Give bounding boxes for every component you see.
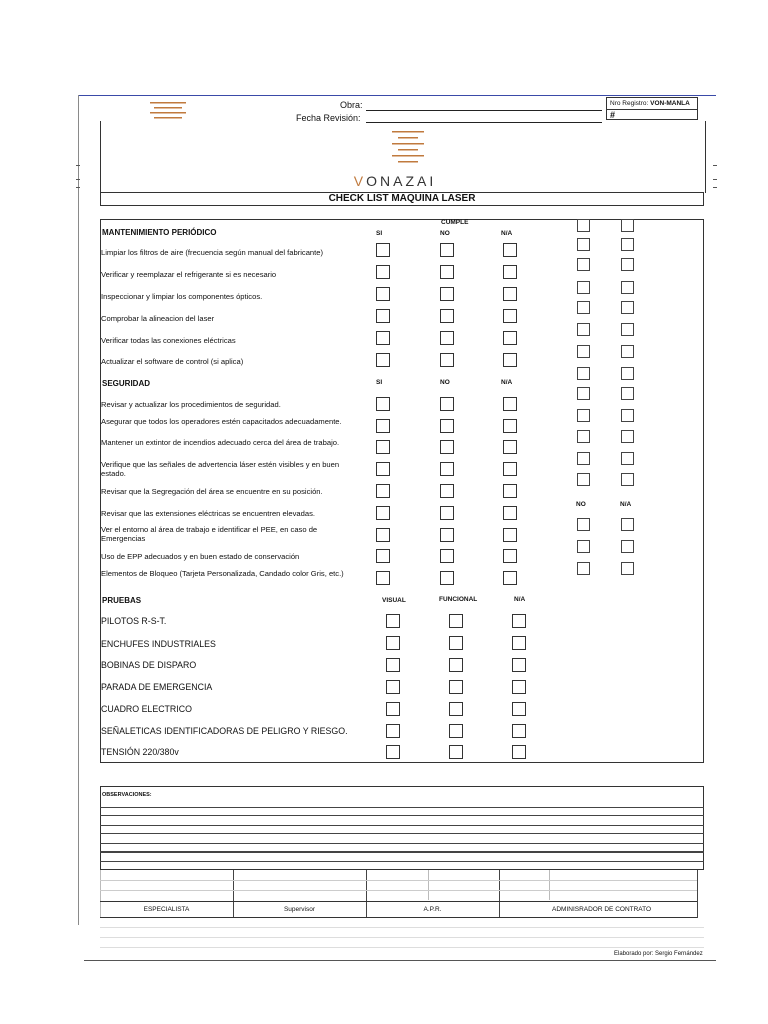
checkbox-si[interactable] — [376, 265, 390, 279]
checkbox-visual[interactable] — [386, 614, 400, 628]
checkbox-si[interactable] — [376, 419, 390, 433]
list-item: PARADA DE EMERGENCIA — [101, 682, 213, 692]
signature-divider — [428, 870, 429, 900]
list-item: Elementos de Bloqueo (Tarjeta Personalizada, Candado color Gris, etc.) — [101, 569, 344, 578]
checkbox-no[interactable] — [440, 571, 454, 585]
signature-especialista: ESPECIALISTA — [143, 906, 190, 913]
list-item: CUADRO ELECTRICO — [101, 704, 192, 714]
side-checkbox-na[interactable] — [621, 367, 634, 380]
list-item: BOBINAS DE DISPARO — [101, 660, 197, 670]
checkbox-na[interactable] — [503, 353, 517, 367]
margin-tick — [76, 187, 80, 188]
checkbox-no[interactable] — [440, 397, 454, 411]
margin-tick — [713, 165, 717, 166]
checkbox-funcional[interactable] — [449, 745, 463, 759]
checkbox-na[interactable] — [503, 484, 517, 498]
observaciones-line — [100, 843, 704, 844]
checkbox-no[interactable] — [440, 265, 454, 279]
registro-value: VON-MANLA — [650, 100, 690, 107]
checkbox-funcional[interactable] — [449, 614, 463, 628]
signature-grid-line — [100, 937, 704, 938]
checkbox-no[interactable] — [440, 419, 454, 433]
observaciones-box[interactable] — [100, 786, 704, 870]
checkbox-na[interactable] — [512, 724, 526, 738]
col-funcional: FUNCIONAL — [439, 596, 478, 603]
checkbox-na[interactable] — [503, 440, 517, 454]
list-item: Inspeccionar y limpiar los componentes ópticos. — [101, 292, 263, 301]
list-item: Verificar todas las conexiones eléctricas — [101, 336, 236, 345]
checkbox-no[interactable] — [440, 243, 454, 257]
signature-supervisor: Supervisor — [283, 906, 316, 913]
list-item: Asegurar que todos los operadores estén capacitados adecuadamente. — [101, 417, 342, 426]
signature-grid-line — [100, 890, 697, 891]
checkbox-na[interactable] — [503, 571, 517, 585]
checkbox-si[interactable] — [376, 528, 390, 542]
checkbox-si[interactable] — [376, 331, 390, 345]
checkbox-no[interactable] — [440, 549, 454, 563]
checkbox-no[interactable] — [440, 528, 454, 542]
checkbox-si[interactable] — [376, 397, 390, 411]
checkbox-no[interactable] — [440, 440, 454, 454]
list-item: TENSIÓN 220/380v — [101, 747, 179, 757]
side-checkbox-na[interactable] — [621, 387, 634, 400]
checkbox-na[interactable] — [503, 506, 517, 520]
side-checkbox-na[interactable] — [621, 430, 634, 443]
observaciones-line — [100, 851, 704, 853]
checkbox-na[interactable] — [512, 680, 526, 694]
brand-logo-icon — [388, 129, 428, 169]
checkbox-funcional[interactable] — [449, 658, 463, 672]
elaborado-por: Elaborado por: Sergio Fernández — [614, 951, 703, 957]
margin-tick — [76, 165, 80, 166]
list-item: SEÑALETICAS IDENTIFICADORAS DE PELIGRO Y RIESGO. — [101, 726, 348, 736]
list-item: Ver el entorno al área de trabajo e identificar el PEE, en caso de Emergencias — [101, 525, 318, 543]
checkbox-na[interactable] — [512, 614, 526, 628]
list-item: Limpiar los filtros de aire (frecuencia según manual del fabricante) — [101, 248, 324, 257]
checkbox-na[interactable] — [503, 243, 517, 257]
list-item: Mantener un extintor de incendios adecuado cerca del área de trabajo. — [101, 438, 340, 447]
checkbox-si[interactable] — [376, 243, 390, 257]
side-checkbox-no[interactable] — [577, 345, 590, 358]
list-item: Revisar y actualizar los procedimientos de seguridad. — [101, 400, 281, 409]
list-item: Comprobar la alineacion del laser — [101, 314, 215, 323]
checkbox-funcional[interactable] — [449, 702, 463, 716]
checkbox-na[interactable] — [503, 309, 517, 323]
checkbox-no[interactable] — [440, 506, 454, 520]
observaciones-line — [100, 807, 704, 808]
side-checkbox-no[interactable] — [577, 562, 590, 575]
side-col-na: N/A — [620, 501, 632, 508]
observaciones-label: OBSERVACIONES: — [102, 792, 152, 798]
checkbox-na[interactable] — [503, 549, 517, 563]
side-checkbox-no[interactable] — [577, 301, 590, 314]
checkbox-na[interactable] — [503, 331, 517, 345]
checkbox-na[interactable] — [512, 745, 526, 759]
checkbox-na[interactable] — [503, 397, 517, 411]
checkbox-si[interactable] — [376, 484, 390, 498]
checkbox-visual[interactable] — [386, 680, 400, 694]
side-checkbox-no[interactable] — [577, 387, 590, 400]
checkbox-na[interactable] — [503, 419, 517, 433]
section-title-mantenimiento: MANTENIMIENTO PERIÓDICO — [102, 228, 217, 237]
obra-field-line[interactable] — [366, 110, 602, 111]
list-item: Revisar que las extensiones eléctricas se encuentren elevadas. — [101, 509, 316, 518]
list-item: PILOTOS R-S-T. — [101, 616, 167, 626]
obra-label: Obra: — [340, 100, 363, 110]
fecha-label: Fecha Revisión: — [296, 113, 361, 123]
side-checkbox-na[interactable] — [621, 345, 634, 358]
checkbox-si[interactable] — [376, 353, 390, 367]
side-checkbox-na[interactable] — [621, 219, 634, 232]
registro-label: Nro Registro: — [610, 100, 649, 107]
side-checkbox-no[interactable] — [577, 258, 590, 271]
signature-grid-line — [100, 901, 697, 902]
margin-tick — [713, 179, 717, 180]
list-item: Revisar que la Segregación del área se encuentre en su posición. — [101, 487, 323, 496]
signature-grid-line — [100, 917, 697, 918]
checkbox-funcional[interactable] — [449, 724, 463, 738]
col-si: SI — [376, 379, 383, 386]
list-item: Actualizar el software de control (si aplica) — [101, 357, 244, 366]
signature-grid-line — [100, 947, 704, 948]
side-checkbox-no[interactable] — [577, 452, 590, 465]
side-checkbox-na[interactable] — [621, 540, 634, 553]
side-checkbox-na[interactable] — [621, 473, 634, 486]
checkbox-visual[interactable] — [386, 745, 400, 759]
checkbox-na[interactable] — [503, 462, 517, 476]
checkbox-na[interactable] — [512, 702, 526, 716]
col-no: NO — [440, 230, 450, 237]
checkbox-visual[interactable] — [386, 636, 400, 650]
signature-apr: A.P.R. — [423, 906, 442, 913]
left-frame-rule — [78, 95, 79, 925]
checkbox-no[interactable] — [440, 462, 454, 476]
side-checkbox-no[interactable] — [577, 238, 590, 251]
checkbox-na[interactable] — [512, 658, 526, 672]
side-checkbox-no[interactable] — [577, 473, 590, 486]
observaciones-line — [100, 815, 704, 816]
list-item: Uso de EPP adecuados y en buen estado de conservación — [101, 552, 300, 561]
checkbox-visual[interactable] — [386, 702, 400, 716]
side-checkbox-na[interactable] — [621, 301, 634, 314]
bottom-rule — [84, 960, 716, 961]
col-si: SI — [376, 230, 383, 237]
checkbox-si[interactable] — [376, 309, 390, 323]
side-checkbox-na[interactable] — [621, 452, 634, 465]
side-checkbox-no[interactable] — [577, 409, 590, 422]
checkbox-no[interactable] — [440, 353, 454, 367]
signature-grid-line — [100, 927, 704, 928]
top-rule — [78, 95, 716, 96]
signature-divider — [549, 870, 550, 900]
side-checkbox-na[interactable] — [621, 562, 634, 575]
signature-grid-line — [100, 880, 697, 881]
side-checkbox-na[interactable] — [621, 258, 634, 271]
side-checkbox-no[interactable] — [577, 540, 590, 553]
observaciones-line — [100, 833, 704, 834]
section-title-pruebas: PRUEBAS — [102, 596, 142, 605]
registro-box — [606, 97, 698, 109]
margin-tick — [76, 179, 80, 180]
observaciones-line — [100, 825, 704, 826]
side-checkbox-na[interactable] — [621, 518, 634, 531]
side-checkbox-no[interactable] — [577, 281, 590, 294]
side-checkbox-no[interactable] — [577, 219, 590, 232]
checkbox-si[interactable] — [376, 506, 390, 520]
registro-hash: # — [606, 109, 698, 120]
margin-tick — [713, 187, 717, 188]
side-checkbox-no[interactable] — [577, 430, 590, 443]
signature-divider — [697, 870, 698, 918]
col-na: N/A — [501, 230, 513, 237]
section-title-seguridad: SEGURIDAD — [102, 379, 151, 388]
checkbox-visual[interactable] — [386, 724, 400, 738]
side-checkbox-no[interactable] — [577, 367, 590, 380]
checkbox-no[interactable] — [440, 484, 454, 498]
side-checkbox-na[interactable] — [621, 238, 634, 251]
col-no: NO — [440, 379, 450, 386]
side-checkbox-no[interactable] — [577, 323, 590, 336]
side-checkbox-na[interactable] — [621, 323, 634, 336]
side-checkbox-no[interactable] — [577, 518, 590, 531]
checkbox-si[interactable] — [376, 287, 390, 301]
side-checkbox-na[interactable] — [621, 409, 634, 422]
side-col-no: NO — [576, 501, 586, 508]
checkbox-na[interactable] — [503, 287, 517, 301]
checkbox-no[interactable] — [440, 287, 454, 301]
observaciones-line — [100, 861, 704, 862]
checkbox-no[interactable] — [440, 331, 454, 345]
col-na: N/A — [514, 596, 526, 603]
checkbox-visual[interactable] — [386, 658, 400, 672]
list-item: Verificar y reemplazar el refrigerante si es necesario — [101, 270, 277, 279]
checkbox-si[interactable] — [376, 462, 390, 476]
checkbox-funcional[interactable] — [449, 636, 463, 650]
list-item: Verifique que las señales de advertencia láser estén visibles y en buen estado. — [101, 460, 340, 478]
checkbox-funcional[interactable] — [449, 680, 463, 694]
col-visual: VISUAL — [382, 597, 406, 604]
brand-name: VONAZAI — [353, 173, 437, 189]
side-checkbox-na[interactable] — [621, 281, 634, 294]
checkbox-si[interactable] — [376, 571, 390, 585]
signature-divider — [499, 870, 500, 918]
checkbox-si[interactable] — [376, 549, 390, 563]
checkbox-na[interactable] — [512, 636, 526, 650]
checkbox-si[interactable] — [376, 440, 390, 454]
checkbox-na[interactable] — [503, 528, 517, 542]
checkbox-no[interactable] — [440, 309, 454, 323]
list-item: ENCHUFES INDUSTRIALES — [101, 639, 216, 649]
page-title: CHECK LIST MAQUINA LASER — [100, 192, 704, 206]
signature-administrador: ADMINISRADOR DE CONTRATO — [552, 906, 652, 913]
small-logo-icon — [148, 100, 188, 122]
col-na: N/A — [501, 379, 513, 386]
checkbox-na[interactable] — [503, 265, 517, 279]
cumple-header: CUMPLE — [441, 219, 469, 226]
